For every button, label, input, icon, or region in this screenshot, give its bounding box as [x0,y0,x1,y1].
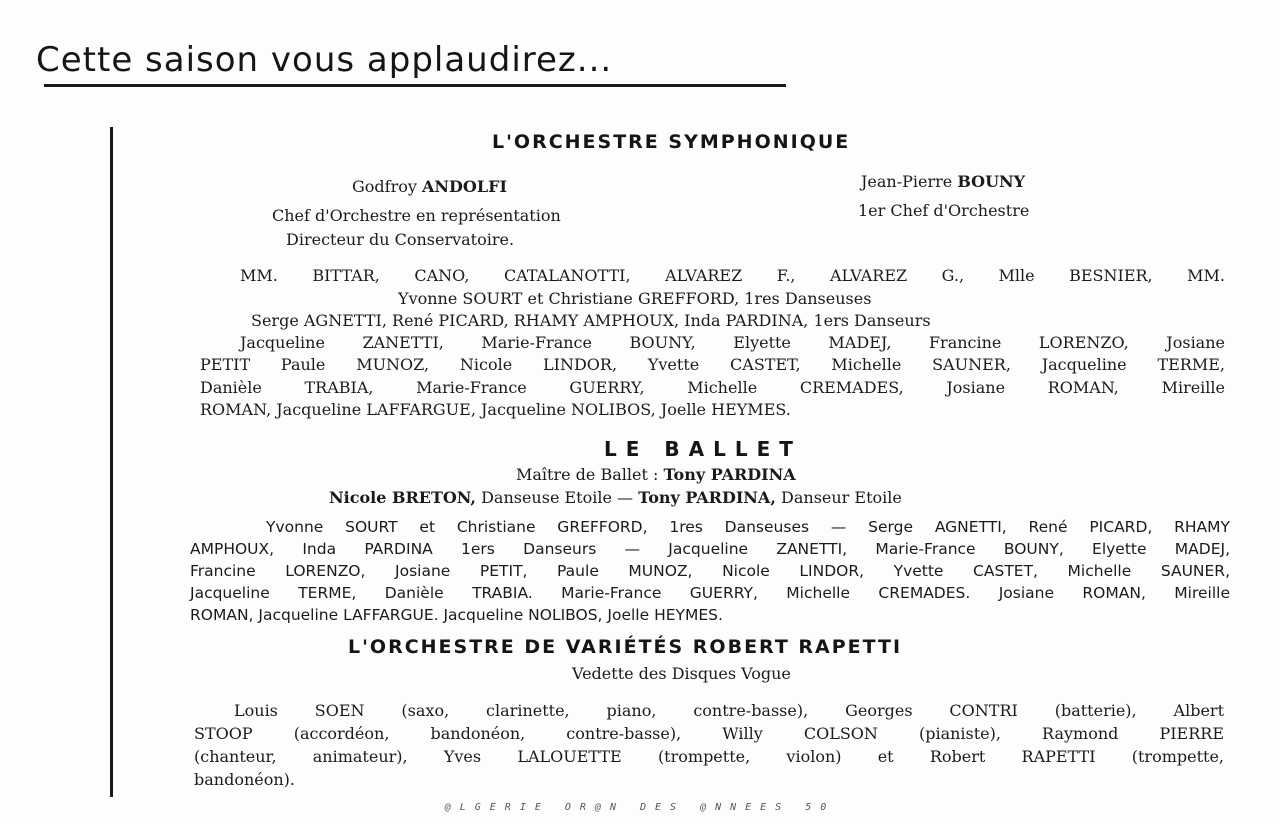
ballet-etoile-f-role: Danseuse Etoile — [481,488,634,507]
orchestre-line-7: ROMAN, Jacqueline LAFFARGUE, Jacqueline NOLIBOS, Joelle HEYMES. [200,400,791,419]
ballet-etoile-m-name: Tony PARDINA, [638,488,776,507]
ballet-etoiles [329,488,902,507]
ballet-line-1: Yvonne SOURT et Christiane GREFFORD, 1res Danseuses — Serge AGNETTI, René PICARD, RHAMY [266,518,1230,536]
varietes-line-3: (chanteur, animateur), Yves LALOUETTE (trompette, violon) et Robert RAPETTI (trompette, [194,747,1224,766]
conductor-right-last: BOUNY [957,172,1026,191]
orchestre-line-2 [398,289,871,308]
orchestre-line-3-text: Serge AGNETTI, René PICARD, RHAMY AMPHOUX, Inda PARDINA, [251,311,809,330]
orchestre-heading: L'ORCHESTRE SYMPHONIQUE [492,131,851,153]
orchestre-line-3-end: Danseurs [854,311,931,330]
orchestre-line-5: PETIT Paule MUNOZ, Nicole LINDOR, Yvette CASTET, Michelle SAUNER, Jacqueline TERME, [200,355,1225,374]
varietes-subtitle: Vedette des Disques Vogue [572,664,791,683]
conductor-left-name [352,177,507,196]
conductor-left-first: Godfroy [352,177,417,196]
orchestre-line-2-end: Danseuses [784,289,872,308]
orchestre-line-3 [251,311,931,330]
orchestre-line-1: MM. BITTAR, CANO, CATALANOTTI, ALVAREZ F., ALVAREZ G., Mlle BESNIER, MM. [240,266,1225,285]
conductor-right-role-text: Chef d'Orchestre [890,201,1030,220]
ballet-etoile-f-name: Nicole BRETON, [329,488,476,507]
orchestre-line-2-text: Yvonne SOURT et Christiane GREFFORD, [398,289,740,308]
ballet-maitre [516,465,796,484]
ballet-maitre-label: Maître de Ballet : [516,465,659,484]
ballet-heading: LE BALLET [604,437,802,461]
conductor-left-role2: Directeur du Conservatoire. [286,230,515,249]
conductor-right-role-sup: 1er [858,201,886,220]
orchestre-line-3-sup: 1ers [813,311,849,330]
conductor-right-name [861,172,1025,191]
conductor-right-role [858,201,1029,220]
page-title: Cette saison vous applaudirez... [36,40,613,80]
watermark: @LGERIE OR@N DES @NNEES 50 [444,802,836,813]
varietes-line-1: Louis SOEN (saxo, clarinette, piano, contre-basse), Georges CONTRI (batterie), Albert [234,701,1224,720]
ballet-line-2: AMPHOUX, Inda PARDINA 1ers Danseurs — Jacqueline ZANETTI, Marie-France BOUNY, Elyette MADEJ, [190,540,1230,558]
orchestre-line-6: Danièle TRABIA, Marie-France GUERRY, Michelle CREMADES, Josiane ROMAN, Mireille [200,378,1225,397]
orchestre-line-4: Jacqueline ZANETTI, Marie-France BOUNY, Elyette MADEJ, Francine LORENZO, Josiane [240,333,1225,352]
varietes-line-2: STOOP (accordéon, bandonéon, contre-basse), Willy COLSON (pianiste), Raymond PIERRE [194,724,1224,743]
conductor-left-role1: Chef d'Orchestre en représentation [272,206,561,225]
ballet-line-5: ROMAN, Jacqueline LAFFARGUE. Jacqueline NOLIBOS, Joelle HEYMES. [190,606,723,624]
ballet-maitre-name: Tony PARDINA [663,465,796,484]
ballet-line-3: Francine LORENZO, Josiane PETIT, Paule MUNOZ, Nicole LINDOR, Yvette CASTET, Michelle SAUNER, [190,562,1230,580]
left-vertical-rule [110,127,113,797]
conductor-right-first: Jean-Pierre [861,172,953,191]
ballet-line-4: Jacqueline TERME, Danièle TRABIA. Marie-France GUERRY, Michelle CREMADES. Josiane ROMAN, Mireille [190,584,1230,602]
orchestre-line-2-sup: 1res [744,289,780,308]
varietes-line-4: bandonéon). [194,770,295,789]
ballet-etoile-m-role: Danseur Etoile [781,488,902,507]
title-underline [44,84,786,87]
varietes-heading: L'ORCHESTRE DE VARIÉTÉS ROBERT RAPETTI [348,636,903,658]
conductor-left-last: ANDOLFI [422,177,507,196]
